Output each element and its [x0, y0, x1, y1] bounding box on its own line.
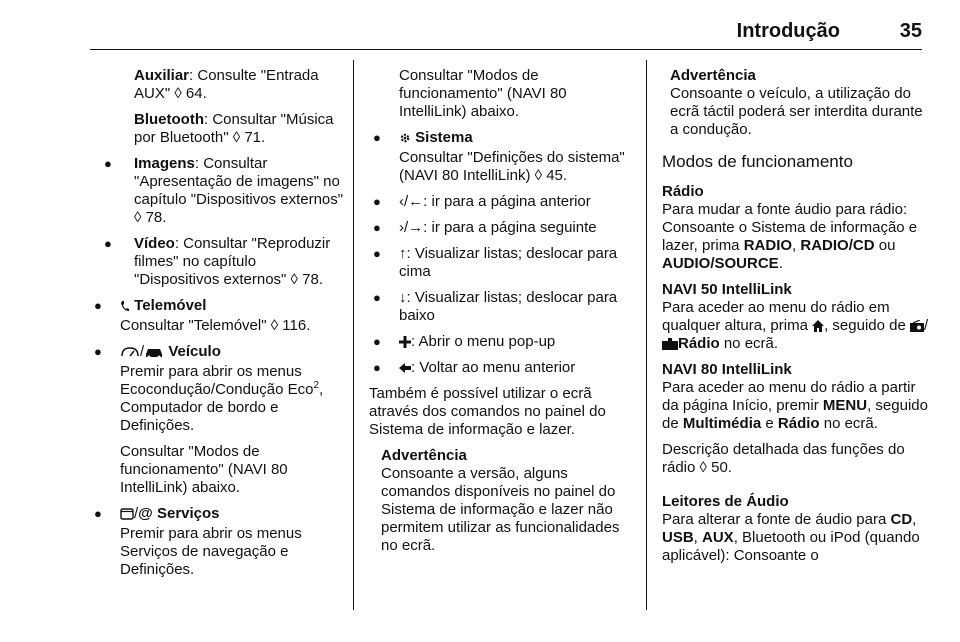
gear-icon — [399, 129, 411, 147]
ref-auxiliar: 64. — [181, 85, 207, 102]
ref-imagens: 78. — [141, 209, 167, 226]
bullet-video — [90, 235, 345, 289]
text-up: ↑: Visualizar listas; deslocar para cima — [399, 245, 618, 280]
sep: , — [912, 511, 917, 528]
text-leitores-1: Para alterar a fonte de áudio para — [662, 511, 891, 528]
home-icon — [812, 317, 824, 335]
media-icon — [662, 335, 678, 353]
plus-icon — [399, 333, 411, 351]
page-ref-icon: ◊ — [270, 317, 279, 334]
text-auxiliar: : Consulte "Entrada AUX" — [134, 67, 319, 102]
text-veiculo-2: , Computador de bordo e Definições. — [120, 381, 324, 434]
sep: , — [693, 529, 703, 546]
text-navi80-4: no ecrã. — [819, 415, 878, 432]
bullet-dot: ● — [373, 360, 381, 375]
term-servicos: @ Serviços — [138, 505, 220, 522]
key-menu: MENU — [822, 397, 868, 414]
bullet-dot: ● — [373, 194, 381, 209]
bullet-prev — [369, 193, 634, 211]
bullet-servicos: ● /@ Serviços — [94, 505, 220, 522]
subheading-navi80: NAVI 80 IntelliLink — [662, 361, 792, 378]
header-title: Introdução — [736, 20, 840, 42]
back-arrow-icon — [399, 359, 411, 377]
bullet-dot: ● — [373, 246, 381, 261]
text-veiculo-desc — [90, 363, 345, 435]
bullet-plus — [369, 333, 634, 351]
chevron-right-icon: › — [399, 219, 404, 236]
note-heading: Advertência — [381, 447, 467, 464]
text-video: : Consultar "Reproduzir filmes" no capítulo "Dispositivos externos" — [134, 235, 331, 288]
bullet-up — [369, 245, 634, 281]
text-telemovel: Consultar "Telemóvel" — [120, 317, 271, 334]
bullet-imagens — [90, 155, 345, 227]
bullet-telemovel — [90, 297, 345, 315]
bullet-dot: ● — [373, 220, 381, 235]
term-sistema: Sistema — [415, 129, 473, 146]
sep: . — [778, 255, 783, 272]
car-icon — [144, 343, 164, 361]
text-navi50-1: Para aceder ao menu do rádio em qualquer altura, prima — [662, 299, 890, 334]
term-imagens: Imagens — [134, 155, 195, 172]
text-navi50-3: no ecrã. — [719, 335, 779, 352]
term-video: Vídeo — [134, 235, 175, 252]
note-box — [369, 447, 634, 555]
footnote-marker: 2 — [313, 380, 320, 391]
text-veiculo-1: Premir para abrir os menus Ecocondução/Condução Eco — [120, 363, 314, 398]
key-radio: RADIO — [743, 237, 793, 254]
paragraph-auxiliar — [90, 67, 345, 103]
bullet-dot: ● — [104, 236, 112, 251]
page-ref-icon: ◊ — [534, 167, 543, 184]
column-2 — [369, 67, 634, 563]
column-1 — [90, 67, 345, 587]
key-aux: AUX — [702, 529, 734, 546]
text-leitores — [662, 511, 930, 565]
key-cd: CD — [890, 511, 913, 528]
term-telemovel: Telemóvel — [134, 297, 207, 314]
text-navi80-2: , seguido de — [662, 397, 928, 432]
key-multimedia: Multimédia — [682, 415, 762, 432]
text-prev: /←: ir para a página anterior — [404, 193, 591, 210]
text-veiculo-modos: Consultar "Modos de funcionamento" (NAVI 80 IntelliLink) abaixo. — [120, 443, 288, 496]
text-telemovel-desc — [90, 317, 345, 335]
text-down: ↓: Visualizar listas; deslocar para baixo — [399, 289, 618, 324]
bullet-sistema — [369, 129, 634, 147]
bullet-dot: ● — [373, 290, 381, 305]
text-navi80-3: e — [761, 415, 778, 432]
text-navi50: Para aceder ao menu do rádio em qualquer altura, prima , seguido de /Rádio no ecrã. — [662, 299, 929, 352]
note-text: Consoante o veículo, a utilização do ecrã táctil poderá ser interdita durante a condução. — [670, 85, 923, 138]
note-box-2 — [662, 67, 930, 139]
radio-icon — [910, 317, 924, 335]
column-divider-1 — [353, 60, 354, 610]
term-auxiliar: Auxiliar — [134, 67, 190, 84]
bullet-veiculo: ● / Veículo — [94, 343, 221, 360]
bullet-next — [369, 219, 634, 237]
term-veiculo: Veículo — [168, 343, 221, 360]
phone-icon — [120, 297, 130, 315]
term-bluetooth: Bluetooth — [134, 111, 204, 128]
page-ref-icon: ◊ — [232, 129, 241, 146]
text-imagens: : Consultar "Apresentação de imagens" no capítulo "Dispositivos externos" — [134, 155, 344, 208]
section-heading: Modos de funcionamento — [662, 152, 853, 171]
text-radio-1: Para mudar a fonte áudio para rádio: Consoante o Sistema de informação e lazer, prima — [662, 201, 918, 254]
bullet-back — [369, 359, 634, 377]
ref-telemovel: 116. — [278, 317, 311, 334]
sep: ou — [874, 237, 896, 254]
text-descricao — [662, 441, 930, 477]
text-servicos-desc: Premir para abrir os menus Serviços de navegação e Definições. — [120, 525, 302, 578]
ref-video: 78. — [297, 271, 323, 288]
text-navi80 — [662, 379, 930, 433]
bullet-dot: ● — [94, 298, 102, 313]
text-tambem: Também é possível utilizar o ecrã através dos comandos no painel do Sistema de informação e lazer. — [369, 385, 606, 438]
bullet-dot: ● — [373, 334, 381, 349]
subheading-navi50: NAVI 50 IntelliLink — [662, 281, 792, 298]
text-leitores-2: , Bluetooth ou iPod (quando aplicável): Consoante o — [662, 529, 920, 564]
text-sistema: Consultar "Definições do sistema" (NAVI 80 IntelliLink) — [399, 149, 625, 184]
text-bluetooth: : Consultar "Música por Bluetooth" — [134, 111, 334, 146]
ref-sistema: 45. — [542, 167, 568, 184]
paragraph-bluetooth — [90, 111, 345, 147]
text-navi80-1: Para aceder ao menu do rádio a partir da página Início, premir — [662, 379, 916, 414]
bullet-down — [369, 289, 634, 325]
page-ref-icon: ◊ — [290, 271, 298, 288]
text-sistema-desc — [369, 149, 634, 185]
header-rule — [90, 49, 922, 50]
key-radio-menu: Rádio — [777, 415, 820, 432]
text-desc: Descrição detalhada das funções do rádio — [662, 441, 905, 476]
tablet-icon — [120, 505, 134, 523]
column-divider-2 — [646, 60, 647, 610]
sep: , — [792, 237, 801, 254]
ref-bluetooth: 71. — [240, 129, 266, 146]
key-usb: USB — [662, 529, 694, 546]
key-audio-source: AUDIO/SOURCE — [662, 255, 779, 272]
chevron-left-icon: ‹ — [399, 193, 404, 210]
text-plus: : Abrir o menu pop-up — [411, 333, 556, 350]
text-cont-modos: Consultar "Modos de funcionamento" (NAVI 80 IntelliLink) abaixo. — [399, 67, 567, 120]
key-radio-screen: Rádio — [678, 335, 720, 352]
text-navi50-2: , seguido de — [824, 317, 910, 334]
note-heading: Advertência — [670, 67, 756, 84]
subheading-radio: Rádio — [662, 183, 704, 200]
note-text: Consoante a versão, alguns comandos disponíveis no painel do Sistema de informação e lazer não permitem utilizar as funcionalidades no ecrã. — [381, 465, 620, 554]
text-back: : Voltar ao menu anterior — [411, 359, 576, 376]
key-radio-cd: RADIO/CD — [800, 237, 875, 254]
page-ref-icon: ◊ — [134, 209, 142, 226]
bullet-dot: ● — [94, 344, 102, 359]
page-ref-icon: ◊ — [699, 459, 707, 476]
bullet-dot: ● — [104, 156, 112, 171]
ref-desc: 50. — [706, 459, 732, 476]
bullet-dot: ● — [373, 130, 381, 145]
page-ref-icon: ◊ — [174, 85, 182, 102]
speedometer-icon — [120, 343, 140, 361]
text-next: /→: ir para a página seguinte — [404, 219, 597, 236]
text-radio — [662, 201, 930, 273]
column-3 — [662, 67, 930, 573]
bullet-dot: ● — [94, 506, 102, 521]
subheading-leitores: Leitores de Áudio — [662, 493, 789, 510]
page-number: 35 — [899, 20, 922, 42]
